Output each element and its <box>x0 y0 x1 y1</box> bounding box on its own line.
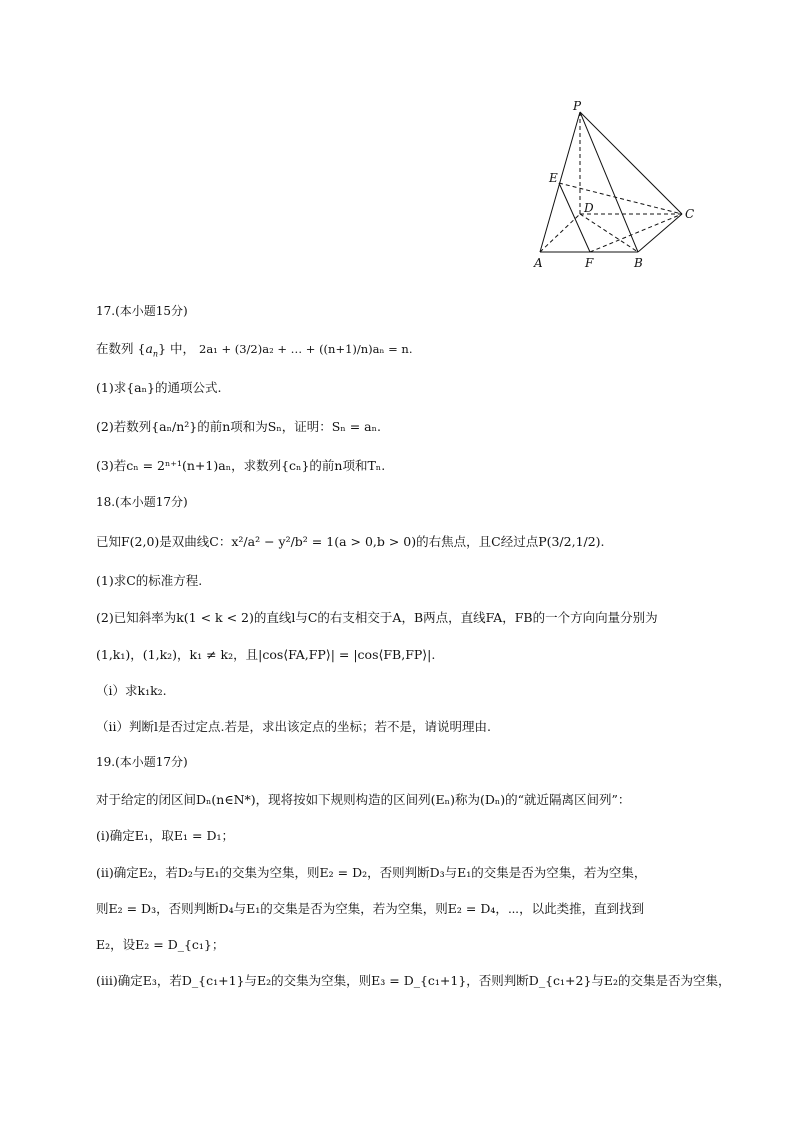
q17-title: 17.(本小题15分) <box>96 304 188 318</box>
q17-stem-prefix: 在数列 <box>96 341 134 356</box>
q19-rule-ii-line3: E₂，设E₂ = D_{c₁}； <box>96 937 225 952</box>
label-C: C <box>685 207 695 221</box>
label-E: E <box>549 171 558 185</box>
q18-stem: 已知F(2,0)是双曲线C：x²/a² − y²/b² = 1(a > 0,b > 0)的右焦点，且C经过点P(3/2,1/2). <box>96 534 605 549</box>
q18-part1: (1)求C的标准方程. <box>96 573 203 588</box>
q19-rule-ii-line2: 则E₂ = D₃，否则判断D₄与E₁的交集是否为空集，若为空集，则E₂ = D₄，⋯，以此类推，直到找到 <box>96 901 645 916</box>
q17-stem-mid: 中， <box>170 341 196 356</box>
pyramid-figure <box>530 96 700 272</box>
q17-stem <box>96 340 413 364</box>
q19-stem: 对于给定的闭区间Dₙ(n∈N*)，现将按如下规则构造的区间列(Eₙ)称为(Dₙ)的“就近隔离区间列”： <box>96 792 631 807</box>
label-P: P <box>573 99 582 113</box>
q18-title: 18.(本小题17分) <box>96 495 188 509</box>
q18-part2-line2: (1,k₁)，(1,k₂)，k₁ ≠ k₂，且|cos⟨FA,FP⟩| = |cos⟨FB,FP⟩|. <box>96 647 436 662</box>
q17-part2: (2)若数列{aₙ/n²}的前n项和为Sₙ，证明：Sₙ = aₙ. <box>96 419 381 434</box>
q19-rule-i: (i)确定E₁，取E₁ = D₁； <box>96 828 234 843</box>
label-F: F <box>585 256 594 270</box>
q19-rule-iii: (iii)确定E₃，若D_{c₁+1}与E₂的交集为空集，则E₃ = D_{c₁+1}，否则判断D_{c₁+2}与E₂的交集是否为空集， <box>96 973 731 988</box>
q17-stem-seq: $\{a_n\}$ <box>137 341 167 359</box>
label-D: D <box>584 201 594 215</box>
q19-title: 19.(本小题17分) <box>96 755 188 769</box>
label-B: B <box>634 256 643 270</box>
label-A: A <box>534 256 543 270</box>
q17-part1: (1)求{aₙ}的通项公式. <box>96 380 222 395</box>
q18-part2-line1: (2)已知斜率为k(1 < k < 2)的直线l与C的右支相交于A，B两点，直线FA，FB的一个方向向量分别为 <box>96 610 658 625</box>
q17-part3: (3)若cₙ = 2ⁿ⁺¹(n+1)aₙ，求数列{cₙ}的前n项和Tₙ. <box>96 458 386 473</box>
q17-stem-formula: 2a₁ + (3/2)a₂ + … + ((n+1)/n)aₙ = n. <box>199 342 413 356</box>
q18-part2-ii: （ⅱ）判断l是否过定点.若是，求出该定点的坐标；若不是，请说明理由. <box>96 719 491 734</box>
q18-part2-i: （ⅰ）求k₁k₂. <box>96 683 167 698</box>
q19-rule-ii-line1: (ii)确定E₂，若D₂与E₁的交集为空集，则E₂ = D₂，否则判断D₃与E₁的交集是否为空集，若为空集， <box>96 865 647 880</box>
